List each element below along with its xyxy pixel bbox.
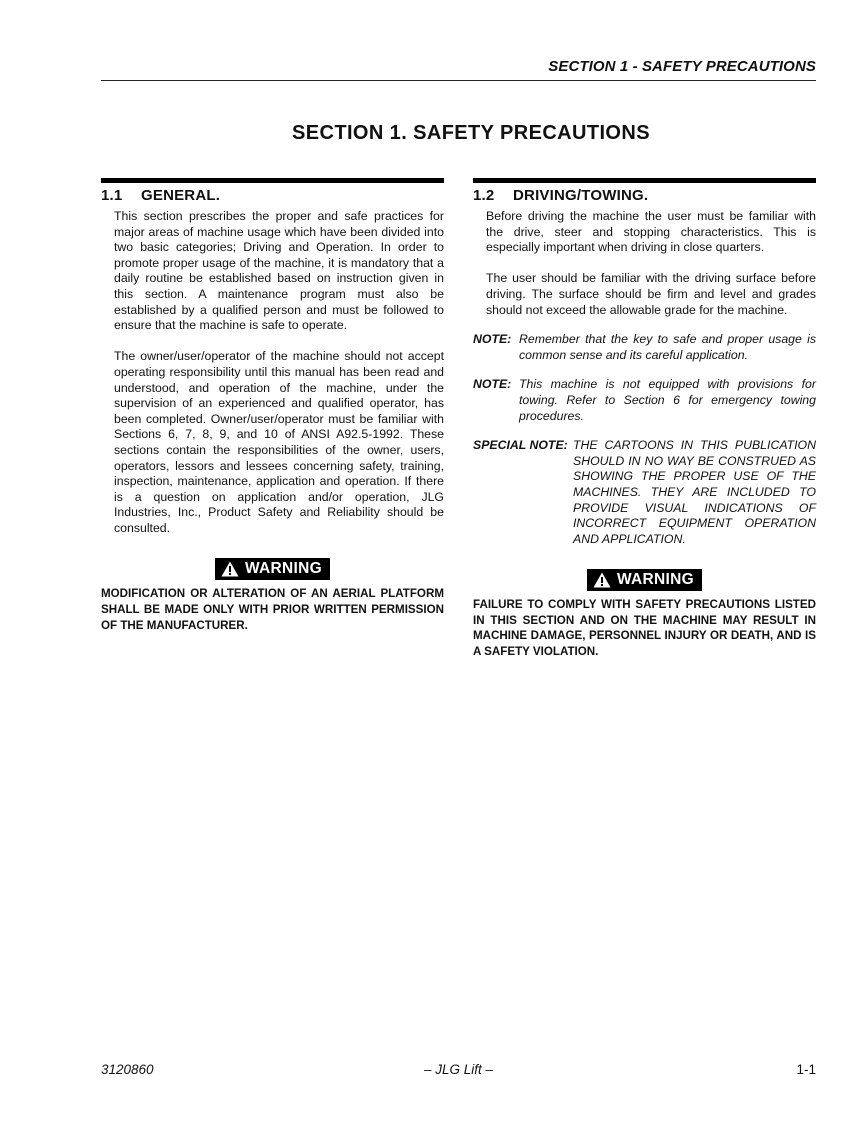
note-label: NOTE:: [473, 332, 512, 347]
warning-label: WARNING: [616, 571, 694, 589]
section-number: 1.2: [473, 187, 495, 204]
section-title: GENERAL.: [141, 187, 221, 204]
warning-badge: [215, 558, 330, 580]
section-driving-towing: [473, 178, 816, 660]
page-title: SECTION 1. SAFETY PRECAUTIONS: [292, 122, 650, 144]
paragraph: The user should be familiar with the driving surface before driving. The surface should be firm and level and grades should not exceed the allowable grade for the machine.: [486, 271, 816, 317]
page-footer: [101, 1062, 816, 1080]
doc-number: 3120860: [101, 1062, 154, 1077]
paragraph: The owner/user/operator of the machine should not accept operating responsibility until this manual has been read and understood, and operation of the machine, under the supervision of an experienced and qualified operator, has been completed. Owner/user/operator must be familiar with Sections 6, 7, 8, 9, and 10 of ANSI A92.5-1992. These sections contain the responsibilities of the owner, users, operators, lessors and lessees concerning safety, training, inspection, maintenance, application and operation. If there is a question on application and/or operation, JLG Industries, Inc., Product Safety and Reliability should be consulted.: [114, 349, 444, 535]
warning-text: MODIFICATION OR ALTERATION OF AN AERIAL PLATFORM SHALL BE MADE ONLY WITH PRIOR WRITTEN PERMISSION OF THE MANUFACTURER.: [101, 587, 444, 632]
note-text: Remember that the key to safe and proper usage is common sense and its careful application.: [519, 332, 816, 362]
running-head: SECTION 1 - SAFETY PRECAUTIONS: [548, 58, 816, 75]
section-number: 1.1: [101, 187, 123, 204]
special-note-label: SPECIAL NOTE:: [473, 438, 568, 453]
paragraph: Before driving the machine the user must be familiar with the drive, steer and stopping characteristics. This is especially important when driving in close quarters.: [486, 209, 816, 255]
section-title: DRIVING/TOWING.: [513, 187, 649, 204]
paragraph: This section prescribes the proper and safe practices for major areas of machine usage which have been divided into two basic categories; Driving and Operation. In order to promote proper usage of the machine, it is mandatory that a daily routine be established based on instruction given in this section. A maintenance program must also be established by a qualified person and must be followed to ensure that the machine is safe to operate.: [114, 209, 444, 333]
special-note: [473, 438, 816, 547]
warning-text: FAILURE TO COMPLY WITH SAFETY PRECAUTIONS LISTED IN THIS SECTION AND ON THE MACHINE MAY RESULT IN MACHINE DAMAGE, PERSONNEL INJURY OR DEATH, AND IS A SAFETY VIOLATION.: [473, 598, 816, 659]
warning-triangle-icon: [221, 561, 239, 577]
section-general: [101, 178, 444, 633]
warning-callout: [473, 569, 816, 593]
special-note-text: THE CARTOONS IN THIS PUBLICATION SHOULD IN NO WAY BE CONSTRUED AS SHOWING THE PROPER USE OF THE MACHINES. THEY ARE INCLUDED TO PROVIDE VISUAL INDICATIONS OF INCORRECT EQUIPMENT OPERATION AND APPLICATION.: [573, 438, 816, 546]
warning-triangle-icon: [593, 572, 611, 588]
note-label: NOTE:: [473, 377, 512, 392]
page-number: 1-1: [796, 1062, 816, 1077]
section-heading: [101, 185, 444, 207]
warning-badge: [587, 569, 702, 591]
section-rule: [473, 178, 816, 183]
note: [473, 332, 816, 363]
warning-label: WARNING: [244, 560, 322, 578]
note: [473, 377, 816, 424]
section-rule: [101, 178, 444, 183]
warning-callout: [101, 558, 444, 582]
note-text: This machine is not equipped with provisions for towing. Refer to Section 6 for emergency towing procedures.: [519, 377, 816, 423]
footer-center: – JLG Lift –: [423, 1062, 494, 1077]
section-heading: [473, 185, 816, 207]
header-rule: [101, 80, 816, 81]
